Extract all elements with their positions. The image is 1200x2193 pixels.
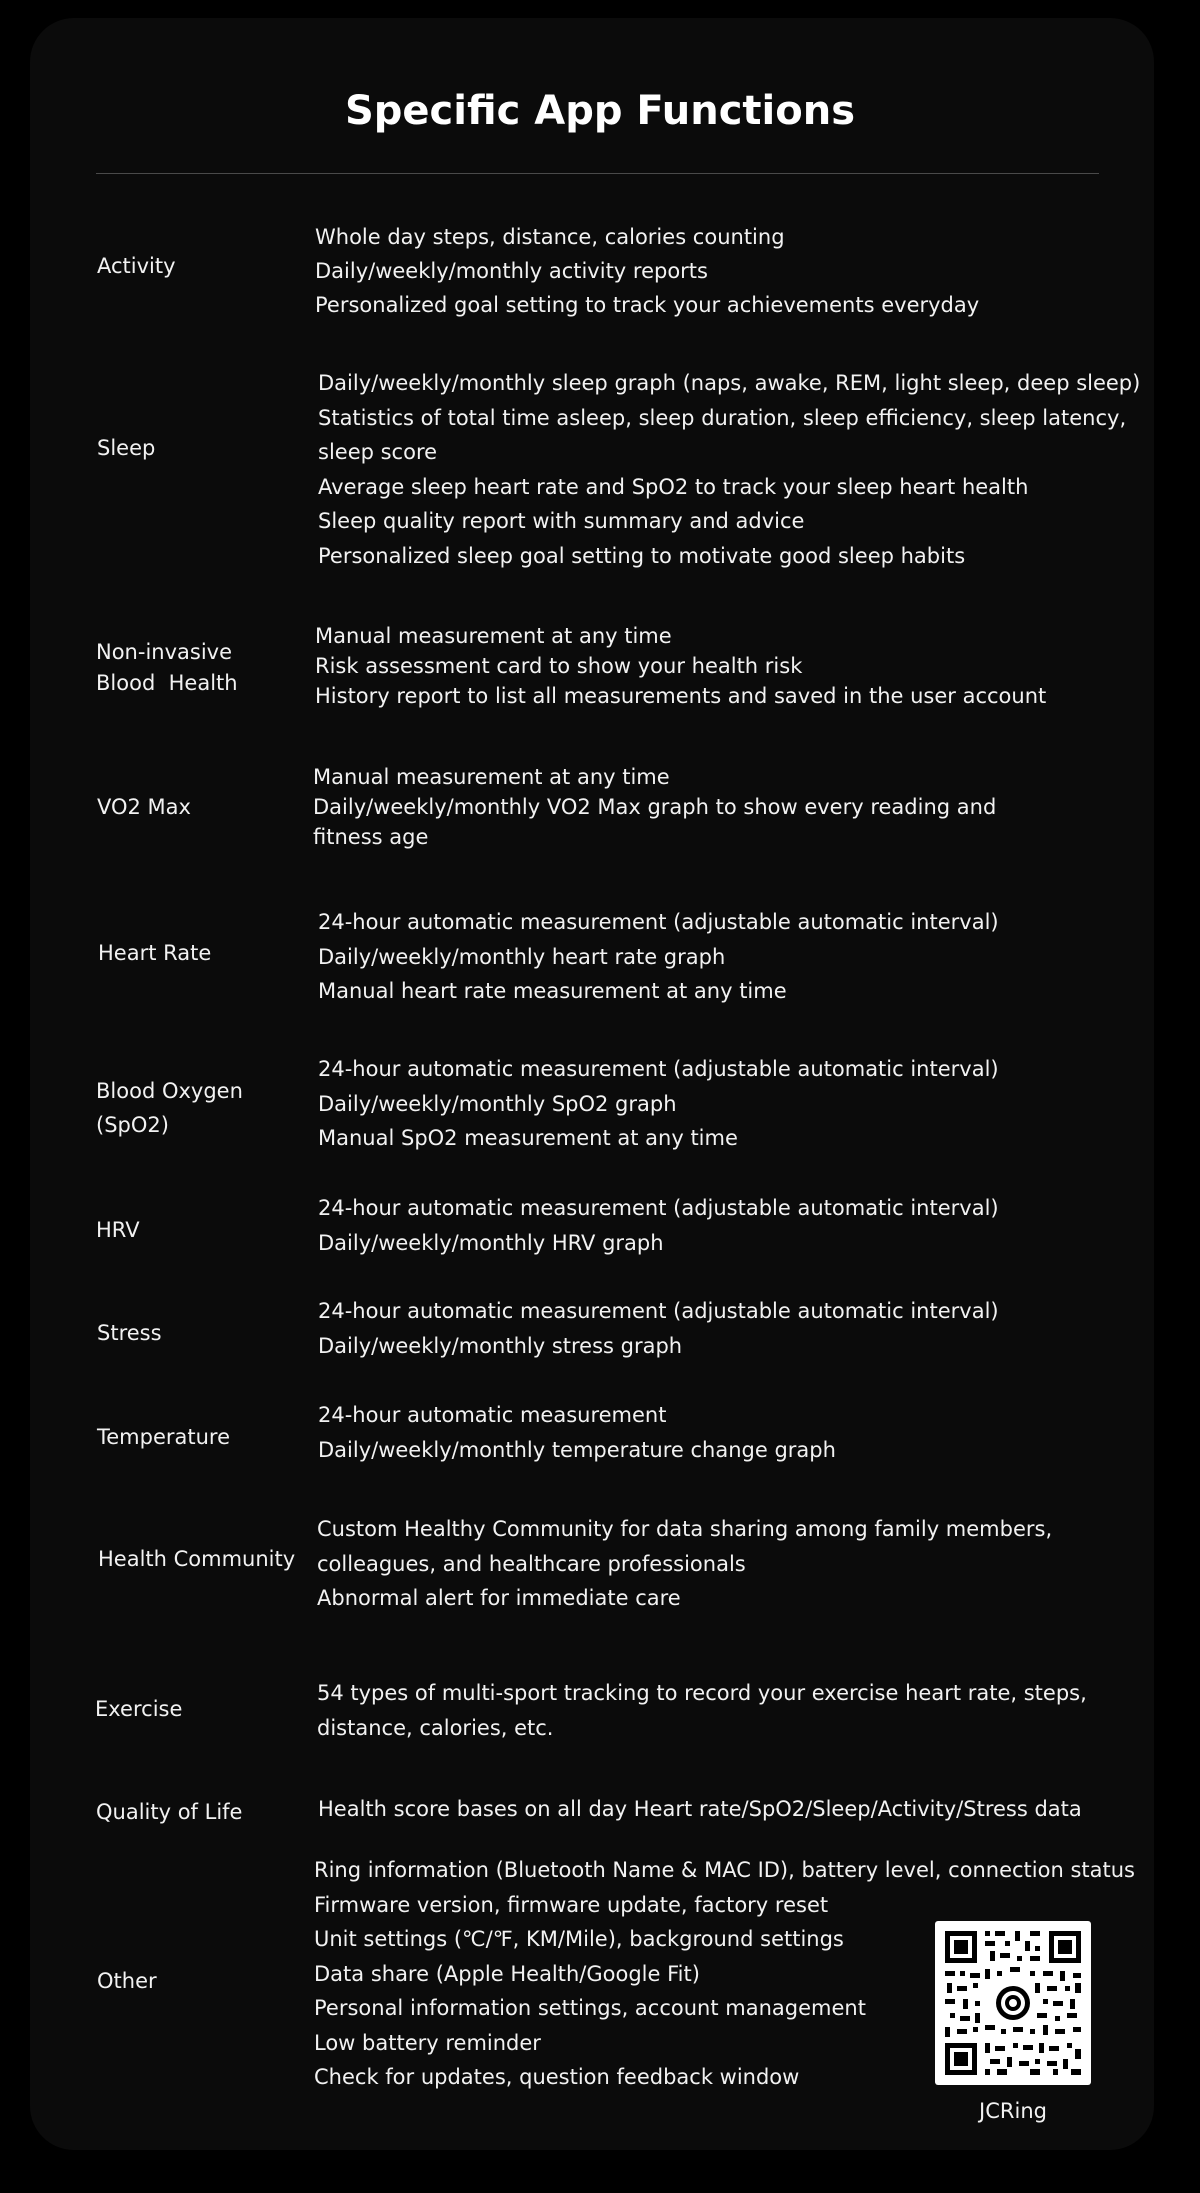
feature-line: Abnormal alert for immediate care [317,1586,681,1610]
label-line: VO2 Max [97,795,191,819]
label-line: Temperature [97,1425,231,1449]
qr-code[interactable] [935,1921,1091,2085]
features-hrv [318,1191,999,1260]
label-exercise [95,1694,182,1725]
features-blood-oxygen [318,1052,999,1156]
features-exercise [317,1676,1087,1745]
features-vo2-max [313,762,996,852]
label-line: Quality of Life [96,1800,243,1824]
label-stress [97,1318,162,1349]
feature-line: Personalized goal setting to track your achievements everyday [315,293,980,317]
feature-line: Manual SpO2 measurement at any time [318,1126,738,1150]
feature-line: 24-hour automatic measurement [318,1403,667,1427]
qr-caption: JCRing [979,2099,1047,2123]
feature-line: Daily/weekly/monthly HRV graph [318,1230,664,1255]
label-health-community [98,1544,295,1575]
feature-line: Manual measurement at any time [315,624,672,648]
features-activity [315,220,979,322]
feature-line: History report to list all measurements and saved in the user account [315,684,1047,708]
feature-line: Data share (Apple Health/Google Fit) [314,1961,700,1986]
feature-line: Personalized sleep goal setting to motivate good sleep habits [318,543,966,568]
feature-line: Risk assessment card to show your health risk [315,654,803,678]
features-stress [318,1294,999,1363]
features-blood-health [315,621,1046,711]
feature-line: Daily/weekly/monthly heart rate graph [318,944,726,969]
feature-line: Daily/weekly/monthly SpO2 graph [318,1091,677,1116]
features-health-community [317,1512,1052,1616]
label-line: Heart Rate [98,941,212,965]
feature-line: Daily/weekly/monthly sleep graph (naps, awake, REM, light sleep, deep sleep) [318,371,1141,395]
label-blood-health [96,637,238,699]
feature-line: Whole day steps, distance, calories counting [315,225,785,249]
feature-line: Custom Healthy Community for data sharing among family members, [317,1517,1053,1541]
feature-line: Ring information (Bluetooth Name & MAC ID), battery level, connection status [314,1858,1135,1882]
label-hrv [96,1215,140,1246]
label-line: Exercise [95,1697,183,1721]
feature-line: Average sleep heart rate and SpO2 to track your sleep heart health [318,474,1029,499]
feature-line: Daily/weekly/monthly temperature change graph [318,1437,836,1462]
label-line: HRV [96,1218,140,1242]
feature-line: 24-hour automatic measurement (adjustable automatic interval) [318,1057,999,1081]
features-heart-rate [318,905,999,1009]
qr-code-graphic [935,1921,1091,2085]
feature-line: 54 types of multi-sport tracking to record your exercise heart rate, steps, [317,1681,1087,1705]
feature-line: fitness age [313,825,429,849]
label-line: Health Community [98,1547,296,1571]
feature-line: colleagues, and healthcare professionals [317,1551,746,1576]
feature-line: Statistics of total time asleep, sleep duration, sleep efficiency, sleep latency, [318,405,1127,430]
label-line: Activity [97,254,176,278]
feature-line: Daily/weekly/monthly activity reports [315,259,708,283]
title-divider [96,173,1099,174]
feature-line: Personal information settings, account management [314,1996,866,2020]
label-vo2-max [97,792,191,823]
feature-line: Health score bases on all day Heart rate/SpO2/Sleep/Activity/Stress data [318,1797,1082,1821]
label-line: Other [97,1969,157,1993]
feature-line: 24-hour automatic measurement (adjustable automatic interval) [318,1196,999,1220]
label-line: Blood Health [96,671,238,695]
feature-line: Sleep quality report with summary and advice [318,509,805,533]
label-temperature [97,1422,230,1453]
feature-line: Daily/weekly/monthly VO2 Max graph to show every reading and [313,795,997,819]
label-line: Blood Oxygen [96,1079,243,1103]
feature-line: 24-hour automatic measurement (adjustable automatic interval) [318,1299,999,1323]
label-quality-of-life [96,1797,242,1828]
feature-line: 24-hour automatic measurement (adjustable automatic interval) [318,910,999,934]
label-line: Non-invasive [96,640,233,664]
label-other [97,1966,157,1997]
feature-line: Unit settings (℃/℉, KM/Mile), background settings [314,1927,844,1951]
feature-line: Check for updates, question feedback window [314,2065,800,2089]
label-line: (SpO2) [96,1113,169,1137]
label-blood-oxygen [96,1074,243,1142]
feature-line: Low battery reminder [314,2030,541,2055]
feature-line: Daily/weekly/monthly stress graph [318,1333,683,1358]
page-title: Specific App Functions [344,88,856,134]
label-line: Sleep [97,436,156,460]
feature-line: distance, calories, etc. [317,1715,554,1740]
label-heart-rate [98,938,211,969]
label-activity [97,251,176,282]
feature-line: Firmware version, firmware update, factory reset [314,1892,829,1917]
features-sleep [318,366,1140,573]
features-temperature [318,1398,836,1467]
label-sleep [97,433,155,464]
feature-line: sleep score [318,440,438,464]
feature-line: Manual heart rate measurement at any time [318,979,787,1003]
label-line: Stress [97,1321,162,1345]
features-quality-of-life [318,1792,1082,1827]
feature-line: Manual measurement at any time [313,765,670,789]
